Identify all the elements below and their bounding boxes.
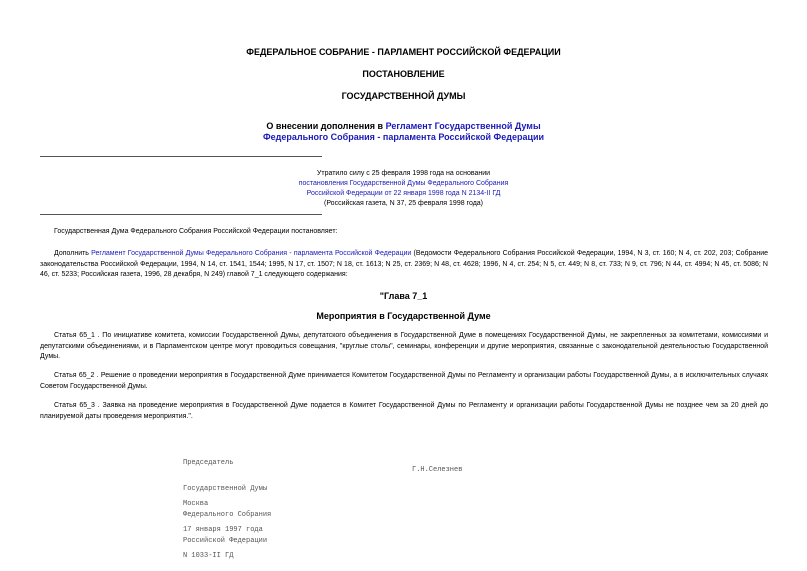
signatory-position-line: Государственной Думы (183, 484, 268, 493)
document-type-heading: ПОСТАНОВЛЕНИЕ (362, 69, 445, 79)
document-title (0, 121, 807, 143)
issuer-heading: ГОСУДАРСТВЕННОЙ ДУМЫ (341, 91, 466, 101)
signatory-position-line: Председатель (183, 459, 234, 468)
signing-date: 17 января 1997 года (183, 525, 263, 534)
document-number: N 1033-II ГД (183, 551, 234, 560)
divider-bottom (40, 214, 322, 215)
signing-place: Москва (183, 500, 209, 509)
chapter-title: Мероприятия в Государственной Думе (316, 311, 491, 321)
signing-place-date (183, 483, 263, 569)
signatory-name: Г.Н.Селезнев (412, 466, 463, 474)
repeal-note-line: Утратило силу с 25 февраля 1998 года на основании (316, 170, 491, 177)
intro-paragraph: Государственная Дума Федерального Собрания Российской Федерации постановляет: (54, 228, 338, 235)
repeal-source-line: (Российская газета, N 37, 25 февраля 1998 года) (323, 200, 483, 207)
article-65-1: Статья 65_1 . По инициативе комитета, комиссии Государственной Думы, депутатского объединения в Государственной Думе в помещениях Государственной Думы, не закрепленных за комитетами, комиссиями и депутатскими объединениями, и в Парламентском центре могут проводиться совещания, "круглые столы", семинары, конференции и другие мероприятия, связанные с законодательной деятельностью Государственной Думы. (40, 332, 768, 360)
amendment-regulation-link[interactable]: Регламент Государственной Думы Федерального Собрания - парламента Российской Федерации (91, 250, 412, 257)
amendment-text: (Ведомости Федерального Собрания Российской Федерации, 1994, N 3, ст. 160; N 4, ст. 202, 203; Собрание законодательства Российской Федерации, 1994, N 14, ст. 1541, 1544; 1995, N 17, ст. 1507; N 18, ст. 1613; N 25, ст. 2369; N 48, ст. 4628; 1996, N 4, ст. 254; N 5, ст. 449; N 8, ст. 733; N 9, ст. 796; N 44, ст. 4994; N 45, ст. 5086; N 46, ст. 5233; Российская газета, 1996, 28 декабря, N 249) главой 7_1 следующего содержания: (40, 250, 768, 278)
signatory-position-line: Федерального Собрания (183, 510, 272, 519)
article-65-3: Статья 65_3 . Заявка на проведение мероприятия в Государственной Думе подается в Комитет Государственной Думы по Регламенту и организации работы Государственной Думы не позднее чем за 20 дней до планируемой даты проведения мероприятия.". (40, 402, 768, 420)
parliament-heading: ФЕДЕРАЛЬНОЕ СОБРАНИЕ - ПАРЛАМЕНТ РОССИЙСКОЙ ФЕДЕРАЦИИ (246, 47, 561, 57)
repeal-resolution-link-continued[interactable]: Российской Федерации от 22 января 1998 года N 2134-II ГД (306, 190, 501, 197)
divider-top (40, 156, 322, 157)
regulation-link[interactable]: Регламент Государственной Думы (385, 121, 541, 131)
signatory-position-line: Российской Федерации (183, 536, 268, 545)
article-65-2: Статья 65_2 . Решение о проведении мероприятия в Государственной Думе принимается Комитетом Государственной Думы по Регламенту и организации работы Государственной Думы, а в исключительных случаях Советом Государственной Думы. (40, 372, 768, 390)
repeal-resolution-link[interactable]: постановления Государственной Думы Федерального Собрания (298, 180, 509, 187)
regulation-link-continued[interactable]: Федерального Собрания - парламента Российской Федерации (262, 132, 545, 142)
repeal-note (0, 169, 807, 209)
title-prefix: О внесении дополнения в (266, 121, 386, 131)
amendment-paragraph (40, 249, 768, 281)
chapter-heading: "Глава 7_1 (379, 291, 428, 301)
amendment-prefix: Дополнить (54, 250, 92, 257)
